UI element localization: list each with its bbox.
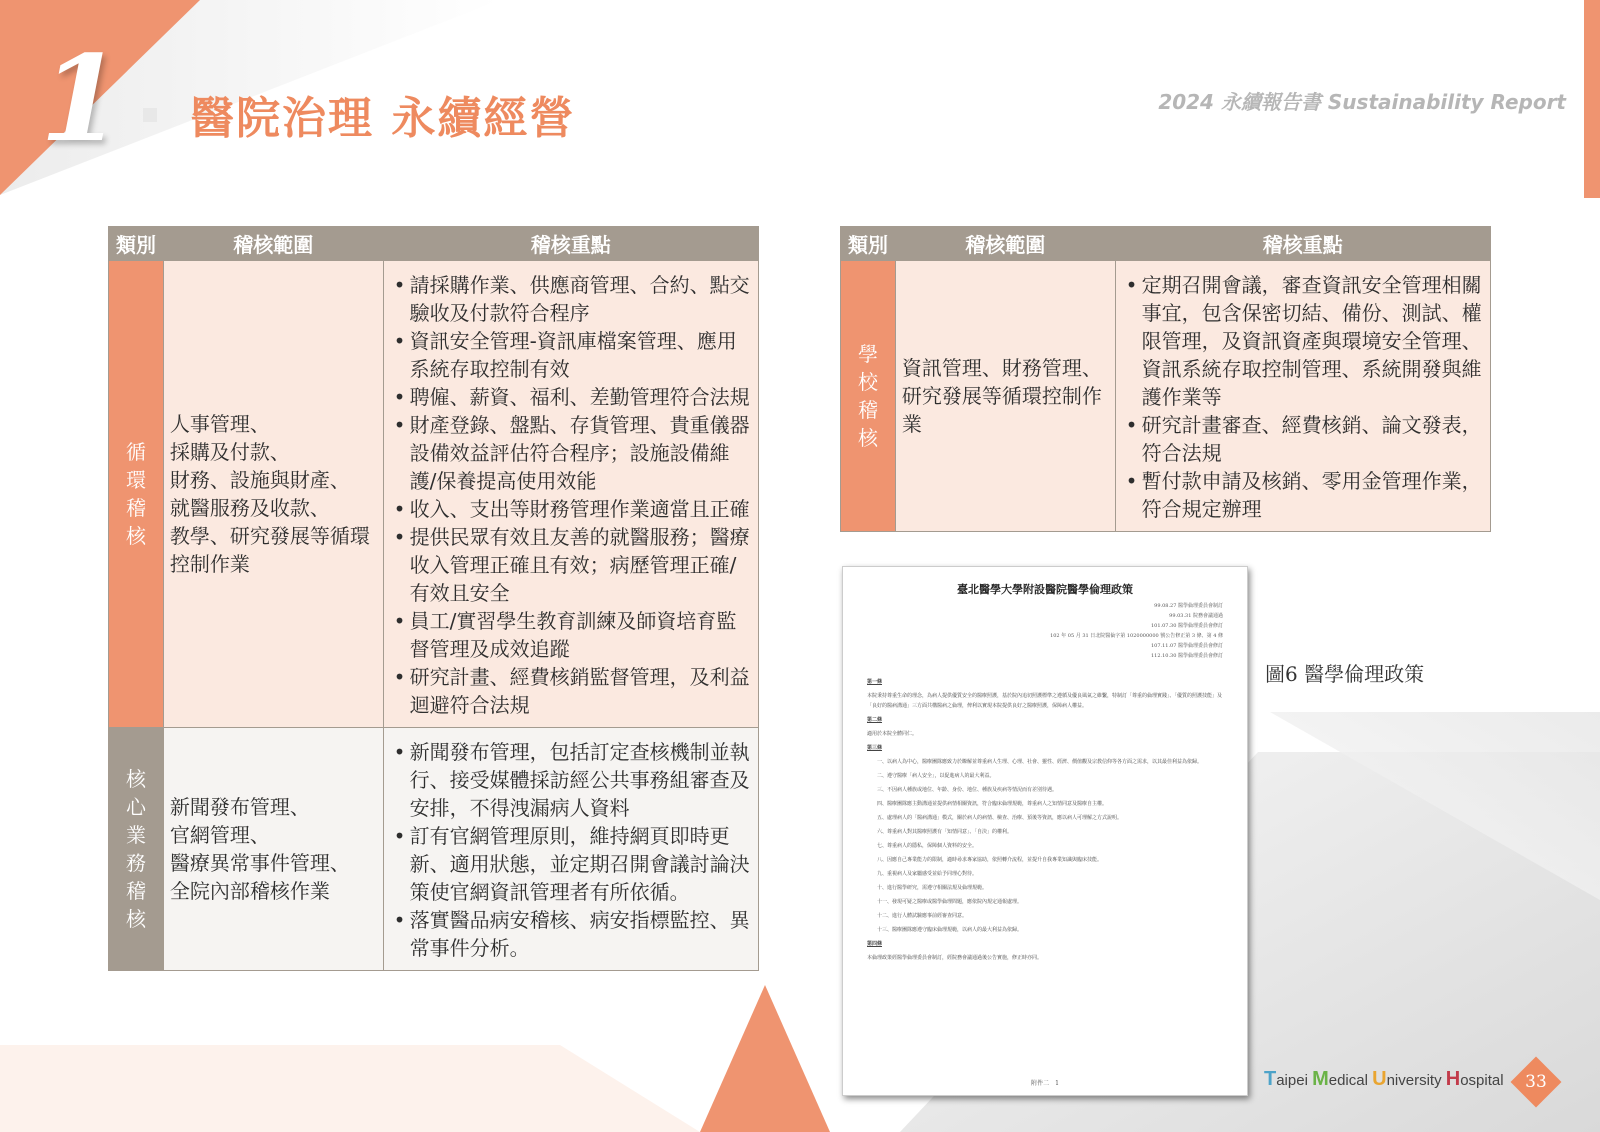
list-item: • 員工/實習學生教育訓練及師資培育監督管理及成效追蹤 bbox=[394, 607, 752, 663]
document-dates: 99.08.27 醫學倫理委員會制訂 99.03.31 院務會議通過 101.07.30 醫學倫理委員會修訂 102 年 05 月 31 日北院醫倫字第 1020000000 號公告修正第 3 條、第 4 條 107.11.07 醫學倫理委員會修訂 112.10.30 醫學倫理委員會修訂 bbox=[1050, 603, 1223, 659]
list-item: • 落實醫品病安稽核、病安指標監控、異常事件分析。 bbox=[394, 906, 752, 962]
category-cell: 學 校 稽 核 bbox=[841, 261, 896, 532]
page-number-badge bbox=[1518, 1064, 1554, 1100]
page-number: 33 bbox=[1525, 1072, 1547, 1092]
list-item: • 定期召開會議，審查資訊安全管理相關事宜，包含保密切結、備份、測試、權限管理，及資訊資產與環境安全管理、資訊系統存取控制管理、系統開發與維護作業等 bbox=[1126, 271, 1484, 411]
column-header: 類別 bbox=[841, 227, 896, 261]
chapter-title: 醫院治理 永續經營 bbox=[190, 93, 576, 144]
column-header: 稽核重點 bbox=[1115, 227, 1490, 261]
document-body: 第一條 本院秉持尊重生命的理念，為病人提供優質安全的醫療照護，基於院內追切照護標準之遵循及優良風氣之維繫，特制訂「尊重的倫理實踐」、「優質的照護技能」及「良好的醫病溝通」三方面共構醫病之倫理，俾利以實現本院提供良好之醫療照護，保障病人權益。 第二條 適用於本院全體同仁。 第三條 一、以病人為中心，醫療團隊應致力於瞭解並尊重病人生理、心理、社會、靈性、經濟、價值觀及宗教信仰等各方面之需求，以其最佳利益為依歸。 二、遵守醫療「病人安全」，以促進病人的最大利益。 三、不因病人種族或地位、年齡、身份、地位、種族及疾病等情況而有差別待遇。 四、醫療團隊應主動溝通並提供病情相關資訊，符合臨床倫理規範，尊重病人之知情同意及醫療自主權。 五、處理病人的「醫病溝通」模式，關於病人的病情、檢查、治療、預後等資訊，應以病人可理解之方式說明。 六、尊重病人對其醫療照護有「知情同意」、「自決」的權利。 七、尊重病人的隱私，保障個人資料的安全。 八、因應自己專業能力的限制，適時尋求專家協助，依照轉介流程，並提升自我專業知識與臨床技能。 九、重視病人及家屬感受並給予同理心對待。 十、進行醫學研究，需遵守相關法規及倫理規範。 十一、發現可疑之醫療或醫學倫理問題，應依院內規定通報處理。 十二、進行人體試驗應事前經審查同意。 十三、醫療團隊應遵守臨床倫理規範，以病人的最大利益為依歸。 第四條 本倫理政策經醫學倫理委員會制訂，經院務會議通過後公告實施，修正時亦同。 bbox=[867, 679, 1223, 961]
scope-cell: 人事管理、 採購及付款、 財務、設施與財產、 就醫服務及收款、 教學、研究發展等循環控制作業 bbox=[163, 261, 383, 728]
report-title: 2024 永續報告書 Sustainability Report bbox=[1158, 90, 1566, 114]
list-item: • 聘僱、薪資、福利、差勤管理符合法規 bbox=[394, 383, 752, 411]
points-cell bbox=[383, 261, 758, 728]
category-cell: 循 環 稽 核 bbox=[109, 261, 164, 728]
list-item: • 資訊安全管理-資訊庫檔案管理、應用系統存取控制有效 bbox=[394, 327, 752, 383]
list-item: • 提供民眾有效且友善的就醫服務；醫療收入管理正確且有效；病歷管理正確/有效且安全 bbox=[394, 523, 752, 607]
points-cell bbox=[383, 728, 758, 971]
document-page-footer: 附件二 1 bbox=[1031, 1080, 1059, 1087]
table-row bbox=[109, 261, 759, 728]
category-cell: 核 心 業 務 稽 核 bbox=[109, 728, 164, 971]
chapter-number: 1 bbox=[40, 29, 123, 168]
column-header: 稽核範圍 bbox=[163, 227, 383, 261]
audit-table-left bbox=[108, 226, 759, 971]
table-row bbox=[841, 261, 1491, 532]
figure-caption: 圖6 醫學倫理政策 bbox=[1265, 662, 1425, 686]
column-header: 稽核重點 bbox=[383, 227, 758, 261]
list-item: • 暫付款申請及核銷、零用金管理作業，符合規定辦理 bbox=[1126, 467, 1484, 523]
table-header-row bbox=[841, 227, 1491, 261]
document-title: 臺北醫學大學附設醫院醫學倫理政策 bbox=[957, 583, 1133, 596]
scope-cell: 資訊管理、財務管理、研究發展等循環控制作業 bbox=[895, 261, 1115, 532]
column-header: 類別 bbox=[109, 227, 164, 261]
column-header: 稽核範圍 bbox=[895, 227, 1115, 261]
list-item: • 新聞發布管理，包括訂定查核機制並執行、接受媒體採訪經公共事務組審查及安排，不得洩漏病人資料 bbox=[394, 738, 752, 822]
list-item: • 請採購作業、供應商管理、合約、點交驗收及付款符合程序 bbox=[394, 271, 752, 327]
table-row bbox=[109, 728, 759, 971]
points-cell bbox=[1115, 261, 1490, 532]
hospital-brand: Taipei Medical University Hospital bbox=[1264, 1068, 1504, 1090]
list-item: • 研究計畫、經費核銷監督管理，及利益迴避符合法規 bbox=[394, 663, 752, 719]
list-item: • 研究計畫審查、經費核銷、論文發表，符合法規 bbox=[1126, 411, 1484, 467]
audit-table-right bbox=[840, 226, 1491, 532]
scope-cell: 新聞發布管理、 官網管理、 醫療異常事件管理、 全院內部稽核作業 bbox=[163, 728, 383, 971]
table-header-row bbox=[109, 227, 759, 261]
ethics-policy-document bbox=[842, 566, 1248, 1096]
list-item: • 收入、支出等財務管理作業適當且正確 bbox=[394, 495, 752, 523]
chapter-dot bbox=[143, 108, 157, 122]
list-item: • 財產登錄、盤點、存貨管理、貴重儀器設備效益評估符合程序；設施設備維護/保養提高使用效能 bbox=[394, 411, 752, 495]
list-item: • 訂有官網管理原則，維持網頁即時更新、適用狀態，並定期召開會議討論決策使官網資訊管理者有所依循。 bbox=[394, 822, 752, 906]
edge-tab bbox=[1584, 0, 1600, 198]
